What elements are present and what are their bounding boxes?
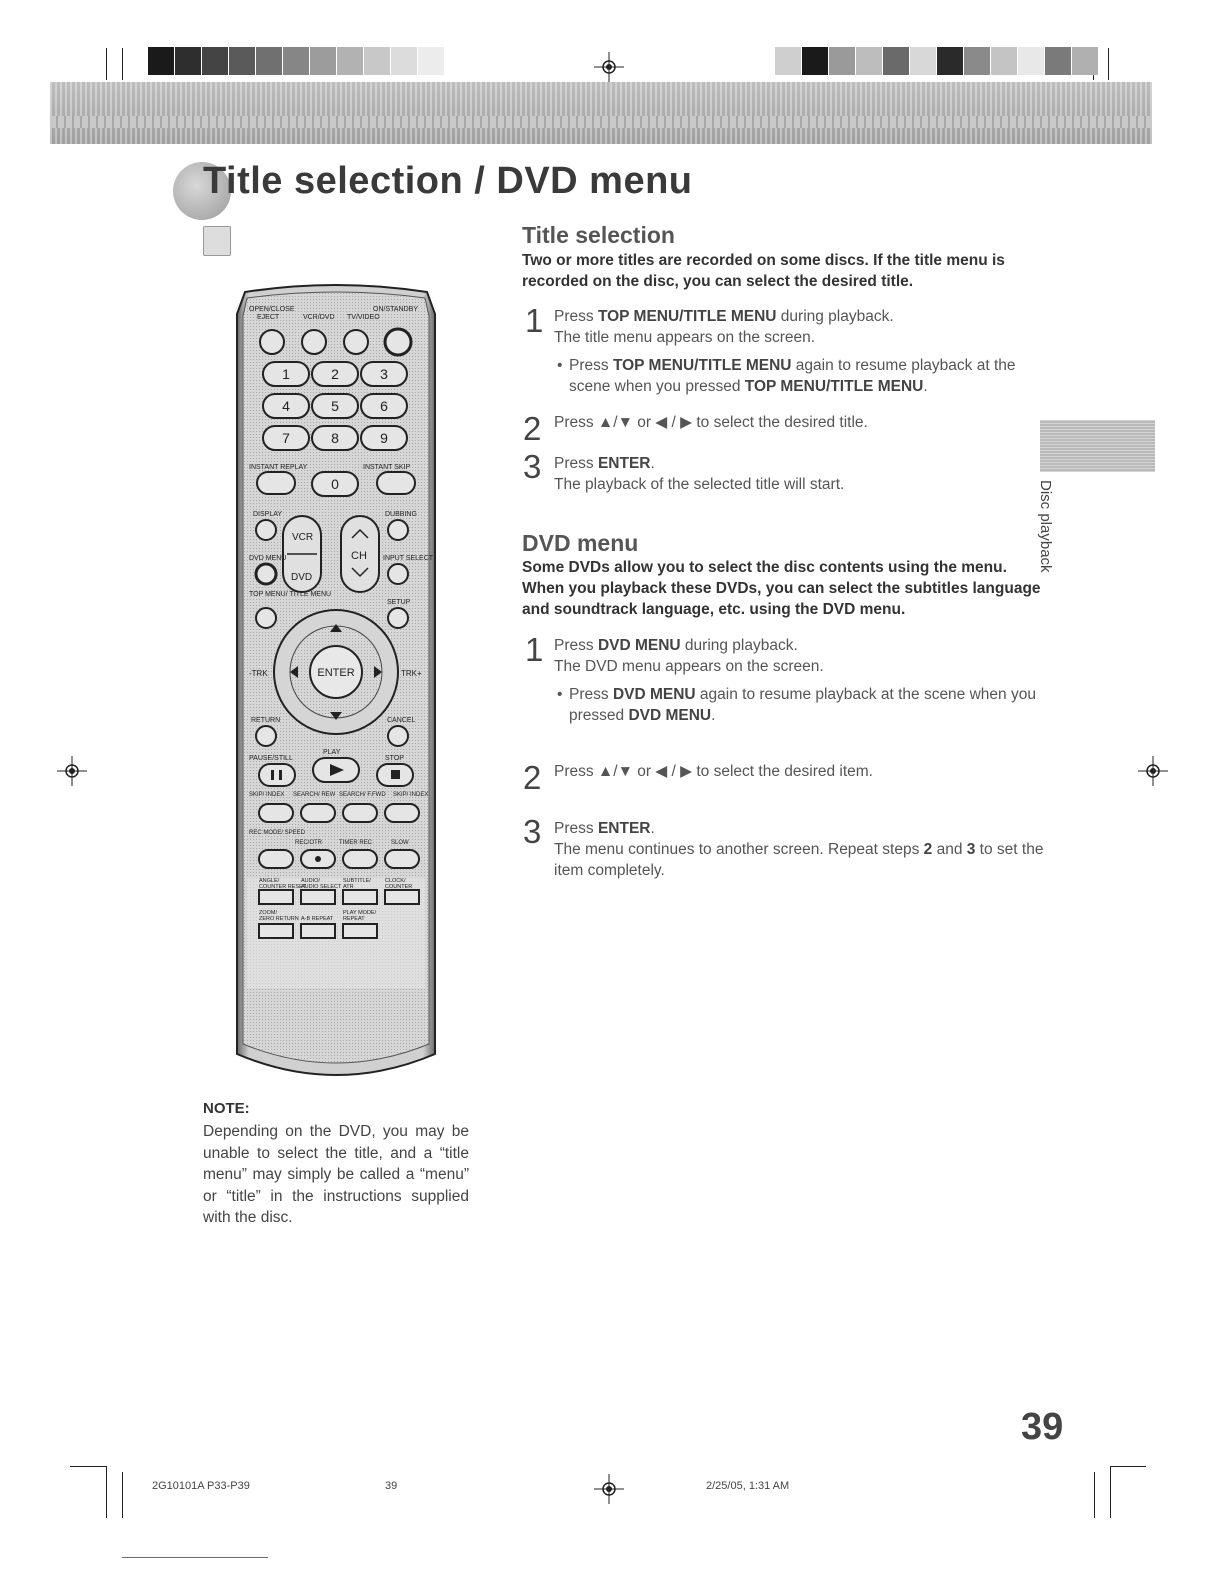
crop-mark	[122, 1472, 123, 1518]
color-swatch	[1045, 47, 1072, 75]
color-swatch	[829, 47, 856, 75]
remote-small-label: CLOCK/	[385, 878, 406, 884]
color-swatch	[1072, 47, 1099, 75]
remote-small-label: COUNTER	[385, 884, 413, 890]
color-calibration-bar-left	[148, 47, 472, 75]
color-swatch	[175, 47, 202, 75]
crop-mark	[70, 1466, 106, 1467]
label-play: PLAY	[323, 749, 341, 756]
tv-video-button	[344, 330, 368, 354]
footer-file-id: 2G10101A P33-P39	[152, 1480, 250, 1492]
color-swatch	[445, 47, 472, 75]
step-text: Press ENTER. The menu continues to another screen. Repeat steps 2 and 3 to set the item completely.	[554, 820, 1044, 879]
color-swatch	[364, 47, 391, 75]
blue-rule	[122, 1557, 268, 1558]
digit-label: 4	[282, 398, 290, 414]
color-swatch	[883, 47, 910, 75]
label-instant-skip: INSTANT SKIP	[363, 464, 411, 471]
label-timer-rec: TIMER REC	[339, 840, 372, 846]
remote-small-label: A-B REPEAT	[301, 916, 334, 922]
remote-small-label: ATR	[343, 884, 354, 890]
step-number: 3	[523, 813, 542, 850]
crop-mark	[122, 48, 123, 80]
label-tv-video: TV/VIDEO	[347, 314, 380, 321]
color-swatch	[964, 47, 991, 75]
color-calibration-bar-right	[775, 47, 1099, 75]
footer-page: 39	[385, 1480, 398, 1492]
title-selection-heading: Title selection	[522, 222, 675, 248]
label-instant-replay: INSTANT REPLAY	[249, 464, 308, 471]
vcr-dvd-button	[302, 330, 326, 354]
label-top-menu: TOP MENU/ TITLE MENU	[249, 591, 332, 598]
remote-small-label: AUDIO SELECT	[301, 884, 342, 890]
page-title: Title selection / DVD menu	[203, 160, 693, 202]
color-swatch	[937, 47, 964, 75]
step-text: Press TOP MENU/TITLE MENU during playback. The title menu appears on the screen.	[554, 308, 894, 346]
label-ch: CH	[351, 550, 367, 562]
step-number: 3	[523, 448, 542, 485]
label-cancel: CANCEL	[387, 717, 416, 724]
color-swatch	[1018, 47, 1045, 75]
remote-small-label: REPEAT	[343, 916, 365, 922]
color-swatch	[148, 47, 175, 75]
digit-label: 2	[331, 366, 339, 382]
label-enter: ENTER	[317, 667, 355, 679]
registration-mark-icon	[57, 756, 87, 786]
note-body: Depending on the DVD, you may be unable to select the title, and a “title menu” may simply be called a “menu” or “title” in the instructions supplied with the disc.	[203, 1123, 469, 1226]
label-vcr: VCR	[292, 532, 314, 543]
color-swatch	[256, 47, 283, 75]
digit-label: 6	[380, 398, 388, 414]
color-swatch	[775, 47, 802, 75]
color-swatch	[910, 47, 937, 75]
color-swatch	[229, 47, 256, 75]
label-trk-minus: -TRK	[249, 669, 268, 678]
remote-small-label: PLAY MODE/	[343, 910, 377, 916]
step-bullet: • Press DVD MENU again to resume playback at the scene when you pressed DVD MENU.	[557, 686, 1036, 724]
step-number: 1	[525, 631, 544, 668]
label-search-rew: SEARCH/ REW	[293, 792, 336, 798]
digit-label: 8	[331, 430, 339, 446]
label-slow: SLOW	[391, 840, 409, 846]
label-stop: STOP	[385, 755, 404, 762]
chapter-tab-label: Disc playback	[1037, 480, 1054, 573]
color-swatch	[202, 47, 229, 75]
label-dvd-menu: DVD MENU	[249, 555, 287, 562]
crop-mark	[1110, 1466, 1146, 1467]
title-selection-intro: Two or more titles are recorded on some discs. If the title menu is recorded on the disc, you can select the desired title.	[522, 252, 1005, 290]
crop-mark	[1110, 1466, 1111, 1518]
label-rec-mode: REC MODE/ SPEED	[249, 830, 306, 836]
step-text: Press ▲/▼ or ◀ / ▶ to select the desired title.	[554, 414, 868, 431]
label-skip-index-right: SKIP/ INDEX	[393, 792, 429, 798]
digit-label: 7	[282, 430, 290, 446]
digit-label: 1	[282, 366, 290, 382]
remote-control-illustration	[235, 284, 437, 1084]
step-bullet: • Press TOP MENU/TITLE MENU again to resume playback at the scene when you pressed TOP MENU/TITLE MENU.	[557, 357, 1016, 395]
page-number: 39	[1021, 1406, 1064, 1448]
step-text: Press DVD MENU during playback. The DVD menu appears on the screen.	[554, 637, 824, 675]
label-return: RETURN	[251, 717, 281, 724]
label-dvd: DVD	[291, 572, 313, 583]
dvd-menu-heading: DVD menu	[522, 530, 639, 556]
remote-small-label: ZERO RETURN	[259, 916, 299, 922]
digit-label: 9	[380, 430, 388, 446]
registration-mark-icon	[1138, 756, 1168, 786]
color-swatch	[418, 47, 445, 75]
crop-mark	[1108, 48, 1109, 80]
digit-label: 0	[331, 476, 339, 492]
label-display: DISPLAY	[253, 511, 283, 518]
digit-label: 3	[380, 366, 388, 382]
remote-small-label: AUDIO/	[301, 878, 320, 884]
label-rec-otr: REC/OTR	[295, 840, 322, 846]
open-close-button	[260, 330, 284, 354]
label-input-select: INPUT SELECT	[383, 555, 434, 562]
label-on-standby: ON/STANDBY	[373, 306, 418, 313]
color-swatch	[802, 47, 829, 75]
note-label: NOTE:	[203, 1100, 250, 1117]
registration-mark-icon	[594, 1474, 624, 1504]
label-search-ffwd: SEARCH/ F.FWD	[339, 792, 386, 798]
crop-mark	[1094, 1472, 1095, 1518]
footer-date: 2/25/05, 1:31 AM	[706, 1480, 790, 1492]
step-text: Press ENTER. The playback of the selected title will start.	[554, 455, 845, 493]
remote-small-label: ZOOM/	[259, 910, 278, 916]
label-trk-plus: TRK+	[401, 669, 422, 678]
label-setup: SETUP	[387, 599, 411, 606]
remote-control-svg	[235, 284, 437, 1084]
step-text: Press ▲/▼ or ◀ / ▶ to select the desired item.	[554, 763, 873, 780]
header-band	[50, 82, 1152, 144]
dvd-menu-intro: Some DVDs allow you to select the disc contents using the menu. When you playback these DVDs, you can select the subtitles language and soundtrack language, etc. using the DVD menu.	[522, 559, 1041, 618]
remote-small-label: ANGLE/	[259, 878, 280, 884]
color-swatch	[310, 47, 337, 75]
step-number: 2	[523, 410, 542, 447]
crop-mark	[106, 1466, 107, 1518]
label-skip-index-left: SKIP/ INDEX	[249, 792, 285, 798]
power-button	[385, 329, 411, 355]
color-swatch	[391, 47, 418, 75]
remote-small-label: COUNTER RESET	[259, 884, 307, 890]
color-swatch	[991, 47, 1018, 75]
label-pause-still: PAUSE/STILL	[249, 755, 293, 762]
label-eject: EJECT	[257, 314, 280, 321]
color-swatch	[856, 47, 883, 75]
label-dubbing: DUBBING	[385, 511, 417, 518]
label-vcr-dvd: VCR/DVD	[303, 314, 335, 321]
label-open-close: OPEN/CLOSE	[249, 306, 295, 313]
dvd-disc-icon	[203, 226, 231, 256]
remote-small-label: SUBTITLE/	[343, 878, 371, 884]
step-number: 1	[525, 302, 544, 339]
step-number: 2	[523, 759, 542, 796]
digit-label: 5	[331, 398, 339, 414]
registration-mark-icon	[594, 52, 624, 82]
chapter-tab	[1040, 420, 1155, 472]
color-swatch	[283, 47, 310, 75]
color-swatch	[337, 47, 364, 75]
crop-mark	[106, 48, 107, 80]
